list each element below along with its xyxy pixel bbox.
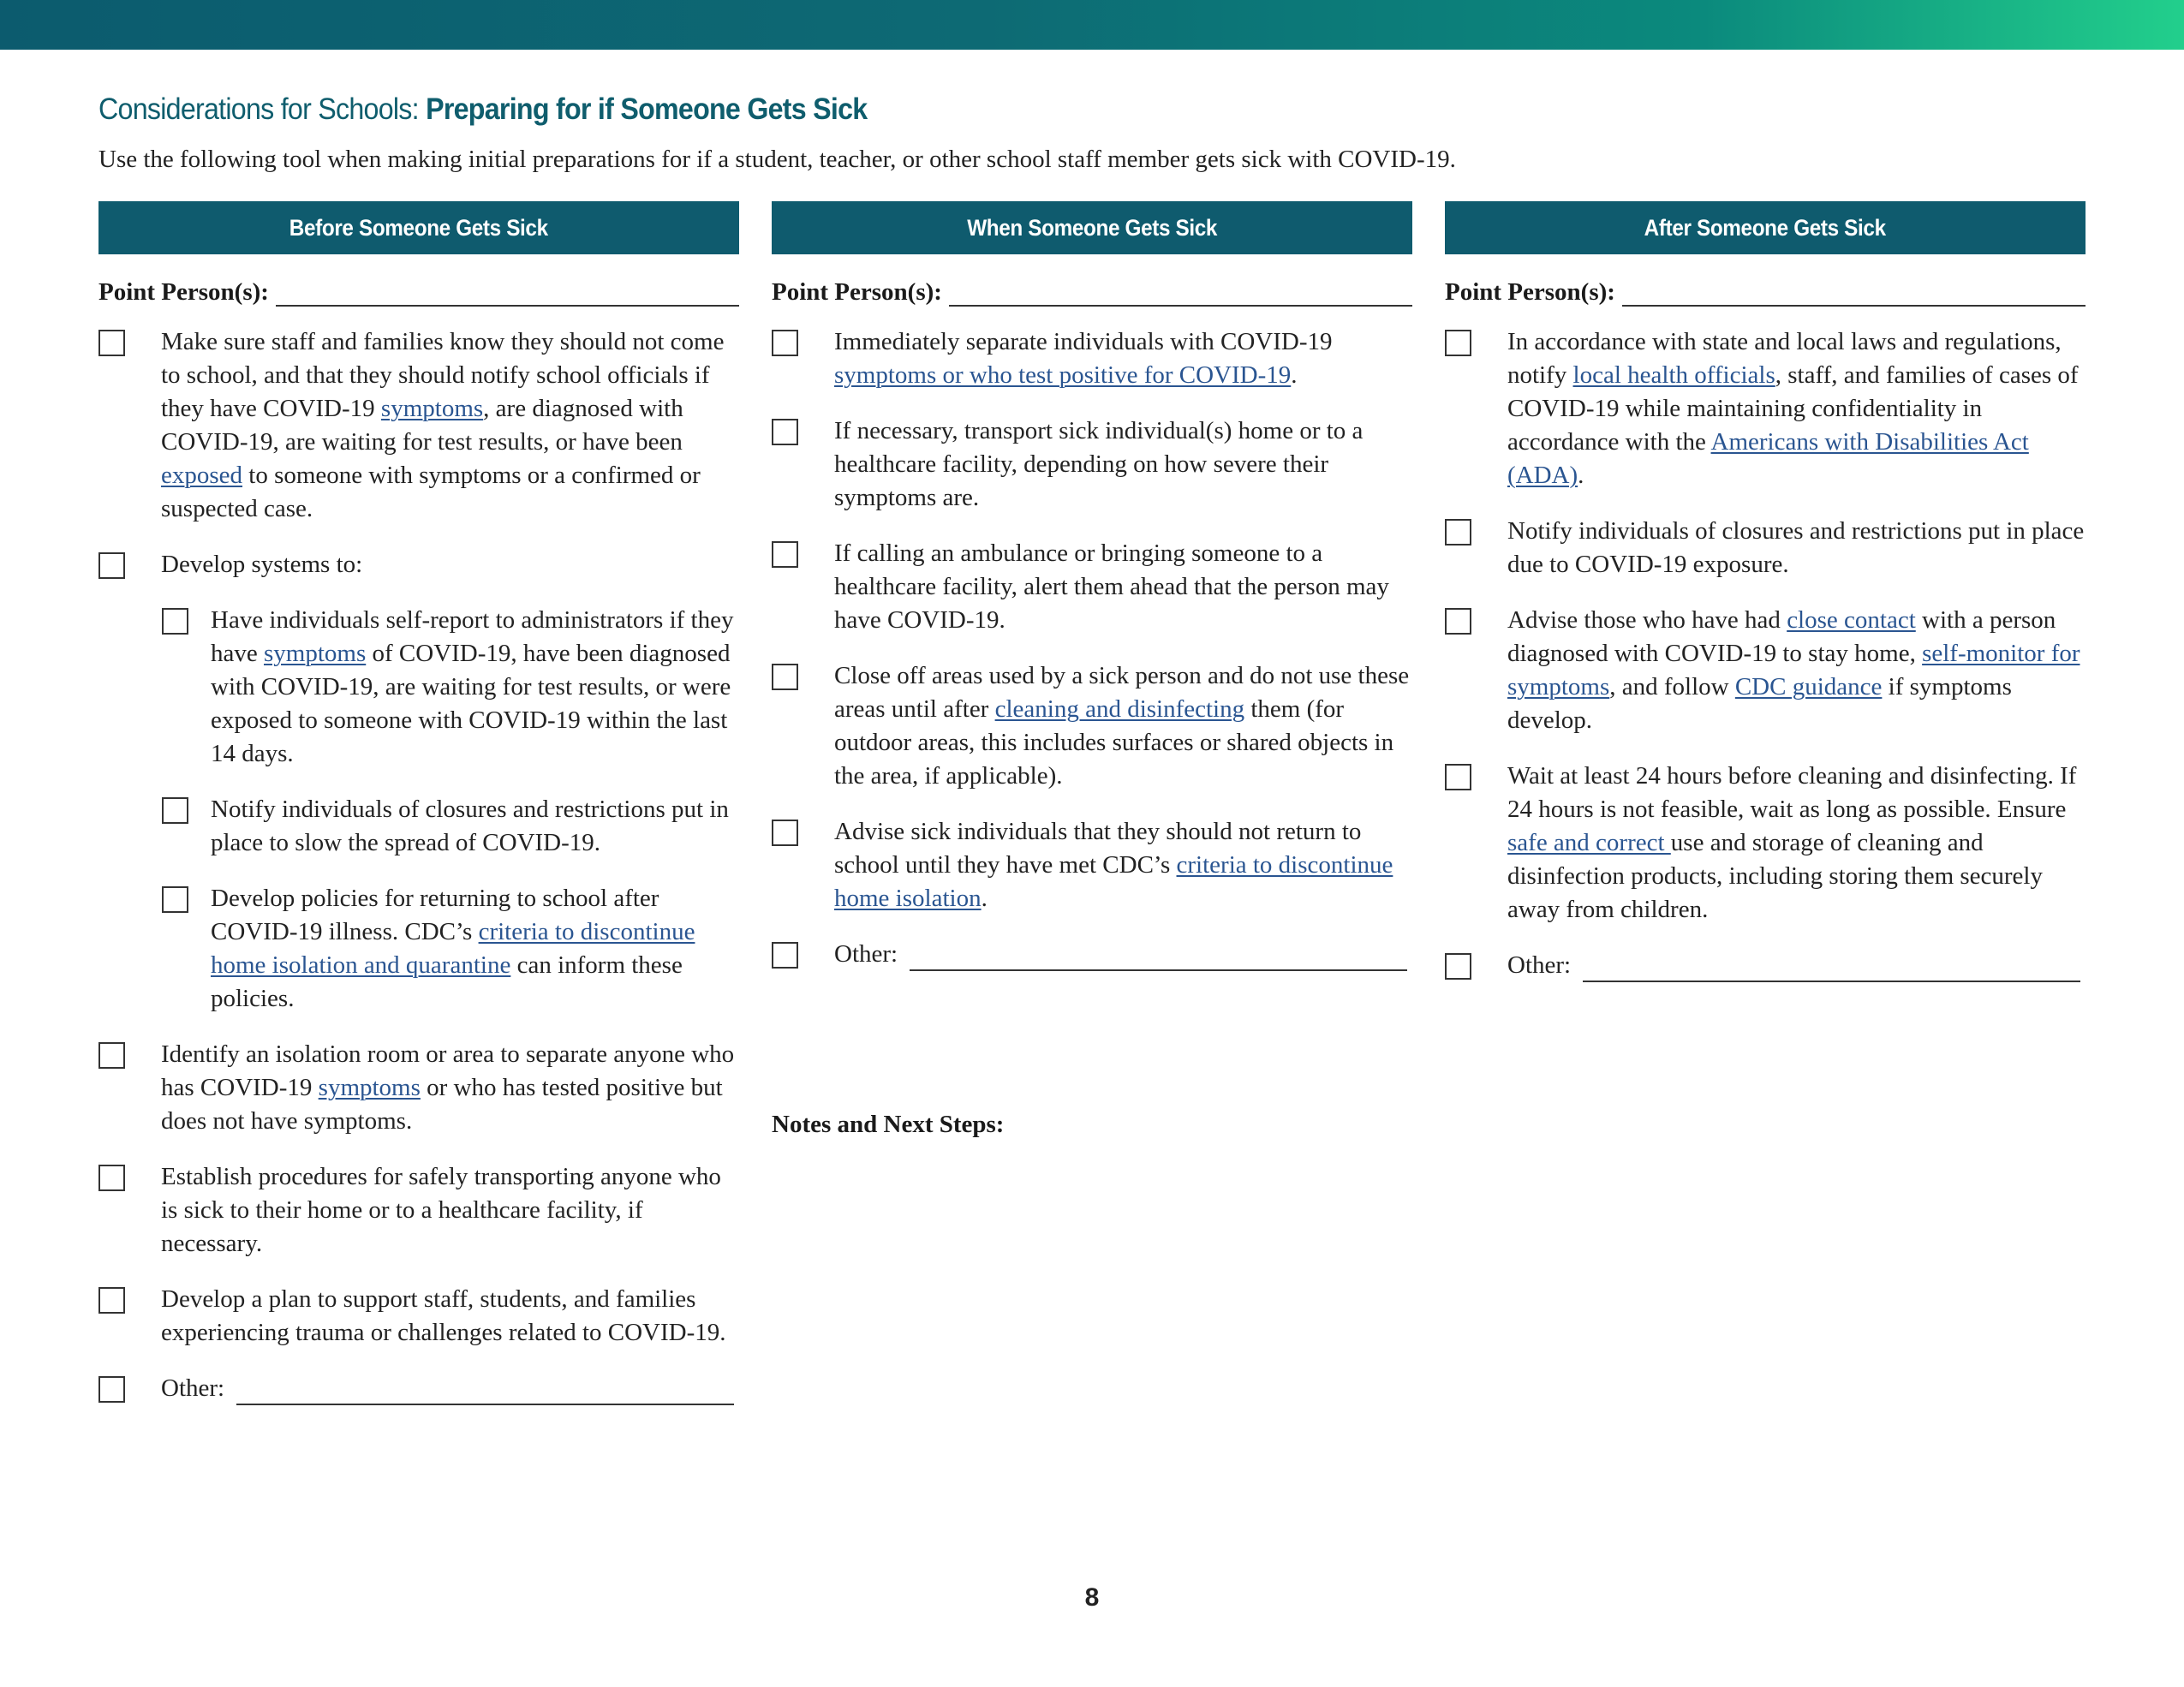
checkbox[interactable] (162, 608, 188, 635)
checkbox[interactable] (772, 664, 798, 690)
other-label: Other: (834, 940, 898, 968)
checkbox[interactable] (772, 419, 798, 445)
checkbox[interactable] (98, 1287, 125, 1314)
checkbox[interactable] (162, 797, 188, 824)
point-person-field-when[interactable] (772, 276, 1412, 307)
checklist-item: Wait at least 24 hours before cleaning and disinfecting. If 24 hours is not feasible, wait as long as possible. Ensure safe and correct use and storage of cleaning and disinfection products, including storing them securely away from children. (1445, 760, 2086, 927)
link-criteria-home-isolation[interactable]: criteria to discontinue home isolation (834, 851, 1393, 912)
other-label: Other: (1507, 951, 1572, 979)
checkbox[interactable] (98, 1376, 125, 1403)
checkbox[interactable] (772, 942, 798, 969)
checklist-subitem: Have individuals self-report to administrators if they have symptoms of COVID-19, have been diagnosed with COVID-19, are waiting for test results, or were exposed to someone with COVID-19 within the last 14 days. (162, 604, 739, 771)
checklist-item-other (98, 1372, 739, 1405)
link-symptoms-test-positive[interactable]: symptoms or who test positive for COVID-19 (834, 361, 1292, 389)
link-ada[interactable]: Americans with Disabilities Act (ADA) (1507, 428, 2029, 489)
checkbox[interactable] (1445, 330, 1471, 356)
point-person-field-before[interactable] (98, 276, 739, 307)
checklist-item: Identify an isolation room or area to separate anyone who has COVID-19 symptoms or who has tested positive but does not have symptoms. (98, 1038, 739, 1138)
column-header-before: Before Someone Gets Sick (98, 201, 739, 254)
point-person-field-after[interactable] (1445, 276, 2086, 307)
checklist-item: If calling an ambulance or bringing someone to a healthcare facility, alert them ahead that the person may have COVID-19. (772, 537, 1412, 637)
checklist-when (772, 325, 1412, 971)
column-when (772, 201, 1412, 993)
link-criteria-isolation-quarantine[interactable]: criteria to discontinue home isolation and quarantine (211, 918, 695, 979)
checklist-item-other (772, 938, 1412, 971)
checklist-after (1445, 325, 2086, 982)
link-exposed[interactable]: exposed (161, 462, 243, 489)
checklist-before (98, 325, 739, 1405)
page-title (98, 92, 867, 127)
title-main: Preparing for if Someone Gets Sick (426, 92, 868, 126)
title-prefix: Considerations for Schools: (98, 92, 427, 126)
other-input-line[interactable] (1583, 955, 2080, 982)
column-before (98, 201, 739, 1428)
link-cdc-guidance[interactable]: CDC guidance (1734, 673, 1883, 700)
checkbox[interactable] (162, 886, 188, 913)
checkbox[interactable] (1445, 953, 1471, 980)
point-person-line[interactable] (949, 283, 1412, 307)
checklist-item: Immediately separate individuals with COVID-19 symptoms or who test positive for COVID-19. (772, 325, 1412, 392)
checkbox[interactable] (98, 1165, 125, 1191)
point-person-line[interactable] (276, 283, 739, 307)
point-person-label: Point Person(s): (772, 278, 942, 306)
checklist-subitem: Develop policies for returning to school after COVID-19 illness. CDC’s criteria to discontinue home isolation and quarantine can inform these policies. (162, 882, 739, 1016)
checkbox[interactable] (1445, 764, 1471, 790)
checklist-item: Advise those who have had close contact with a person diagnosed with COVID-19 to stay home, self-monitor for symptoms, and follow CDC guidance if symptoms develop. (1445, 604, 2086, 737)
notes-heading: Notes and Next Steps: (772, 1111, 1005, 1138)
checklist-item: Close off areas used by a sick person and do not use these areas until after cleaning and disinfecting them (for outdoor areas, this includes surfaces or shared objects in the area, if applicable). (772, 659, 1412, 793)
checklist-item: Develop systems to: (98, 548, 739, 581)
checkbox[interactable] (98, 330, 125, 356)
checklist-item: If necessary, transport sick individual(s) home or to a healthcare facility, depending on how severe their symptoms are. (772, 414, 1412, 515)
link-symptoms[interactable]: symptoms (318, 1074, 421, 1101)
checkbox[interactable] (772, 330, 798, 356)
checklist-item: Establish procedures for safely transporting anyone who is sick to their home or to a healthcare facility, if necessary. (98, 1160, 739, 1261)
link-cleaning-disinfecting[interactable]: cleaning and disinfecting (994, 695, 1245, 723)
checklist-item: Notify individuals of closures and restrictions put in place due to COVID-19 exposure. (1445, 515, 2086, 581)
checklist-item: In accordance with state and local laws and regulations, notify local health officials, staff, and families of cases of COVID-19 while maintaining confidentiality in accordance with the Americans with Disabilities Act (ADA). (1445, 325, 2086, 492)
other-input-line[interactable] (910, 944, 1407, 971)
checkbox[interactable] (1445, 608, 1471, 635)
checkbox[interactable] (1445, 519, 1471, 545)
other-label: Other: (161, 1374, 225, 1402)
checkbox[interactable] (98, 1042, 125, 1069)
checklist-item-other (1445, 949, 2086, 982)
checkbox[interactable] (772, 541, 798, 568)
checklist-item: Develop a plan to support staff, students, and families experiencing trauma or challenges related to COVID-19. (98, 1283, 739, 1350)
page-number: 8 (1084, 1583, 1100, 1612)
link-close-contact[interactable]: close contact (1787, 606, 1916, 634)
point-person-label: Point Person(s): (98, 278, 269, 306)
other-input-line[interactable] (236, 1378, 734, 1405)
checklist-subitem: Notify individuals of closures and restrictions put in place to slow the spread of COVID-19. (162, 793, 739, 860)
top-banner (0, 0, 2184, 50)
link-self-monitor[interactable]: self-monitor for symptoms (1507, 640, 2080, 700)
column-header-after: After Someone Gets Sick (1445, 201, 2086, 254)
column-after (1445, 201, 2086, 1004)
link-local-health-officials[interactable]: local health officials (1572, 361, 1775, 389)
link-symptoms[interactable]: symptoms (264, 640, 367, 667)
checklist-item: Make sure staff and families know they should not come to school, and that they should notify school officials if they have COVID-19 symptoms, are diagnosed with COVID-19, are waiting for test results, or have been exposed to someone with symptoms or a confirmed or suspected case. (98, 325, 739, 526)
link-symptoms[interactable]: symptoms (380, 395, 484, 422)
checkbox[interactable] (772, 820, 798, 846)
checkbox[interactable] (98, 552, 125, 579)
point-person-label: Point Person(s): (1445, 278, 1615, 306)
checklist-item: Advise sick individuals that they should not return to school until they have met CDC’s criteria to discontinue home isolation. (772, 815, 1412, 915)
point-person-line[interactable] (1622, 283, 2086, 307)
column-header-when: When Someone Gets Sick (772, 201, 1412, 254)
link-safe-correct[interactable]: safe and correct (1507, 829, 1671, 856)
page-subtitle: Use the following tool when making initial preparations for if a student, teacher, or other school staff member gets sick with COVID-19. (98, 146, 1456, 173)
